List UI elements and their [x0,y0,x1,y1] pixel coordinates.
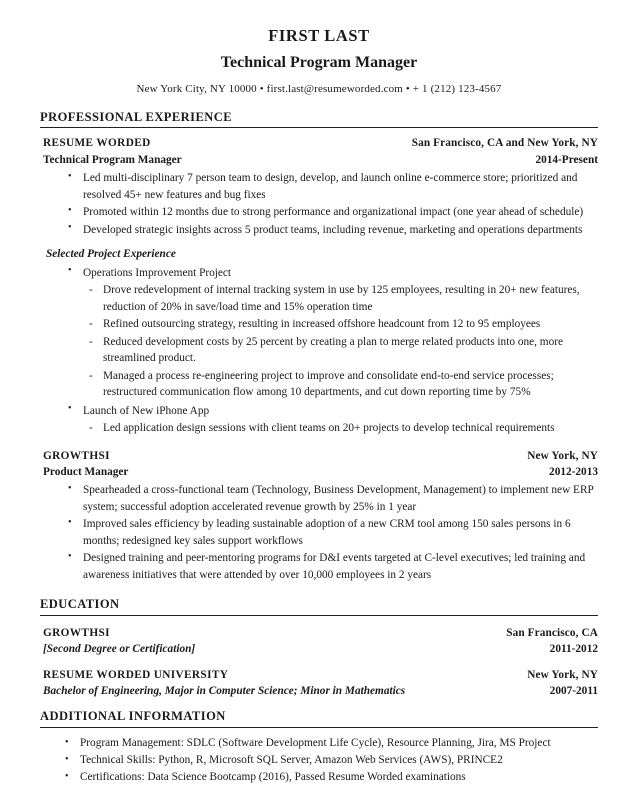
section-title-education: EDUCATION [40,597,120,612]
experience-role: Technical Program Manager [43,153,182,166]
education-dates: 2007-2011 [549,685,598,698]
experience-bullet-list [43,482,598,583]
education-location: New York, NY [527,668,598,681]
list-item: - Refined outsourcing strategy, resulting in increased offshore headcount from 12 to 95 employees [43,316,598,332]
experience-company: RESUME WORDED [43,137,151,150]
education-entry-degree-row [43,683,598,699]
experience-bullet-list [43,170,598,238]
list-item: - Managed a process re-engineering project to improve and consolidate end-to-end service processes; restructured communication flow among 10 departments, and cut down reporting time by 75% [43,368,598,401]
list-item: • Operations Improvement Project [43,265,598,281]
experience-dates: 2012-2013 [549,466,598,479]
education-school: RESUME WORDED UNIVERSITY [43,668,229,681]
education-degree: Bachelor of Engineering, Major in Computer Science; Minor in Mathematics [43,685,406,698]
list-item: • Spearheaded a cross-functional team (Technology, Business Development, Management) to implement new ERP system; successful adoption accelerated revenue growth by 25% in 1 year [43,482,598,515]
section-divider-additional [40,727,598,728]
list-item: - Led application design sessions with client teams on 20+ projects to develop technical requirements [43,420,598,436]
experience-entry-org-row [43,135,598,151]
section-professional-experience [40,110,598,584]
list-item: • Developed strategic insights across 5 product teams, including revenue, marketing and operations departments [43,222,598,238]
education-dates: 2011-2012 [549,643,598,656]
list-item: • Technical Skills: Python, R, Microsoft SQL Server, Amazon Web Services (AWS), PRINCE2 [40,752,598,769]
resume-header [40,26,598,97]
list-item: • Program Management: SDLC (Software Development Life Cycle), Resource Planning, Jira, MS Project [40,735,598,752]
experience-role: Product Manager [43,466,129,479]
education-entry [43,625,598,658]
education-entry-org-row [43,667,598,683]
list-item: • Launch of New iPhone App [43,403,598,419]
experience-location: New York, NY [527,449,598,462]
education-degree: [Second Degree or Certification] [43,643,196,656]
section-divider-experience [40,127,598,128]
selected-project-experience-title: Selected Project Experience [46,248,176,261]
experience-entry [43,135,598,436]
candidate-name: FIRST LAST [268,26,370,45]
experience-dates: 2014-Present [535,153,598,166]
list-item: • Promoted within 12 months due to strong performance and organizational impact (one year ahead of schedule) [43,204,598,220]
contact-line: New York City, NY 10000 • first.last@resumeworded.com • + 1 (212) 123-4567 [136,83,502,96]
experience-company: GROWTHSI [43,449,110,462]
candidate-job-title: Technical Program Manager [220,53,418,71]
experience-location: San Francisco, CA and New York, NY [411,137,598,150]
project-detail-list [43,282,598,400]
project-list [43,403,598,419]
project-list [43,265,598,281]
section-divider-education [40,615,598,616]
list-item: - Reduced development costs by 25 percent by creating a plan to merge related products into one, more streamlined product. [43,334,598,367]
experience-entry-role-row [43,152,598,168]
list-item: • Led multi-disciplinary 7 person team to design, develop, and launch online e-commerce store; prioritized and resolved 45+ new features and bug fixes [43,170,598,203]
list-item: - Drove redevelopment of internal tracking system in use by 125 employees, resulting in 20+ new features, reduction of 20% in save/load time and 15% operation time [43,282,598,315]
list-item: • Certifications: Data Science Bootcamp (2016), Passed Resume Worded examinations [40,769,598,786]
section-title-experience: PROFESSIONAL EXPERIENCE [40,109,232,124]
education-entry-degree-row [43,641,598,657]
experience-entry-role-row [43,464,598,480]
additional-bullet-list [40,735,598,786]
section-additional-information [40,709,598,786]
list-item: • Improved sales efficiency by leading sustainable adoption of a new CRM tool among 150 sales persons in 6 months; redesigned key sales support workflows [43,516,598,549]
list-item: • Designed training and peer-mentoring programs for D&I events targeted at C-level executives; led training and awareness initiatives that were attended by over 10,000 employees in 2 years [43,550,598,583]
education-school: GROWTHSI [43,626,110,639]
education-entry [43,667,598,700]
experience-entry-org-row [43,448,598,464]
section-education [40,597,598,699]
project-detail-list [43,420,598,436]
experience-entry [43,448,598,584]
education-entry-org-row [43,625,598,641]
education-location: San Francisco, CA [506,626,598,639]
section-title-additional: ADDITIONAL INFORMATION [40,709,226,724]
